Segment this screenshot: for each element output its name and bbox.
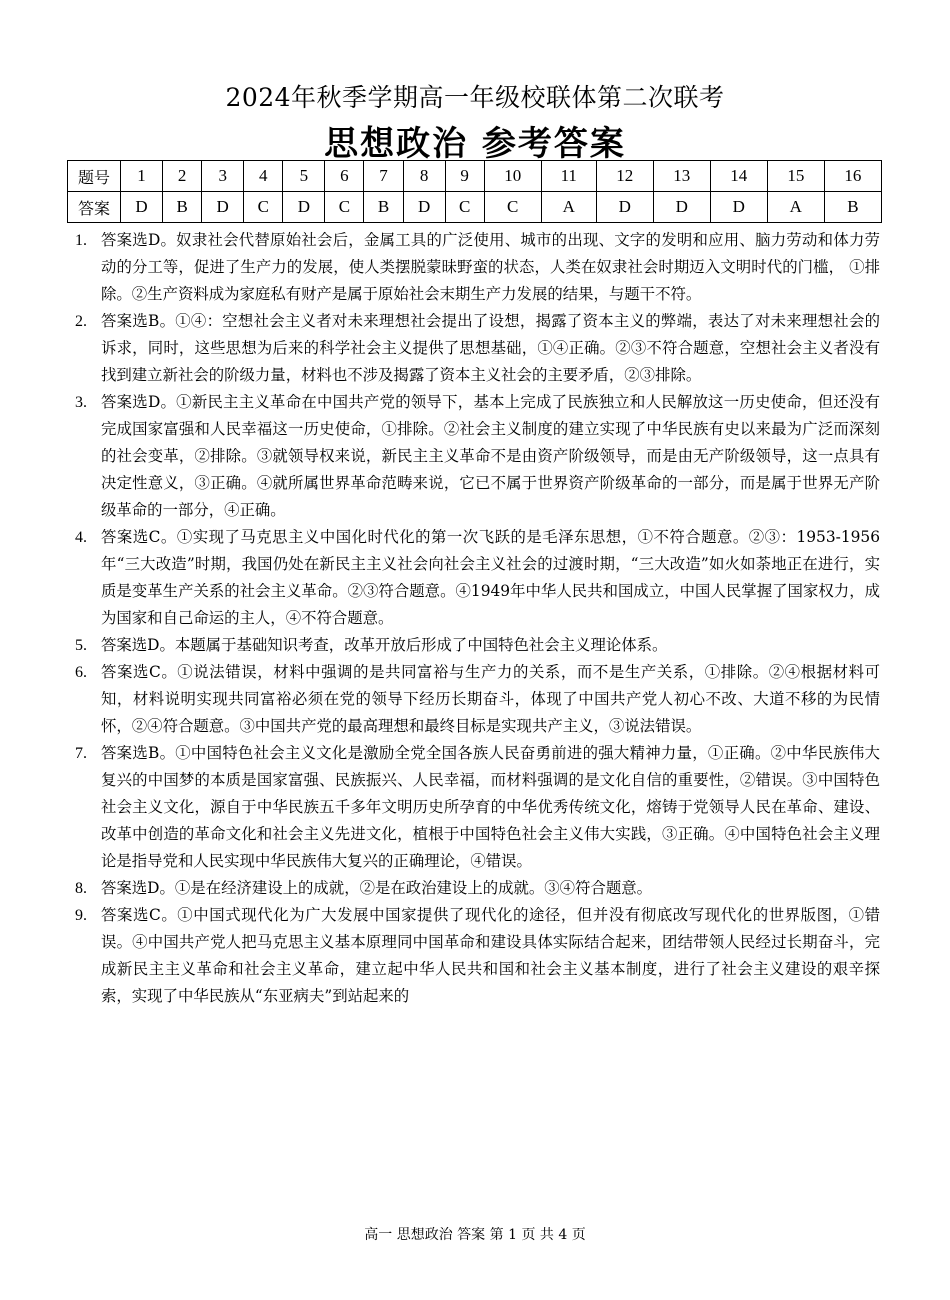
item-number: 4. [75, 529, 87, 546]
item-number: 7. [75, 745, 87, 762]
answer-cell: C [445, 192, 484, 223]
item-text: 答案选D。奴隶社会代替原始社会后，金属工具的广泛使用、城市的出现、文字的发明和应用、脑力劳动和体力劳动的分工等，促进了生产力的发展，使人类摆脱蒙昧野蛮的状态，人类在奴隶社会时期迈入文明时代的门槛， ①排除。②生产资料成为家庭私有财产是属于原始社会末期生产力发展的结果，与题干不符。 [101, 231, 880, 303]
question-number: 2 [163, 161, 202, 192]
item-text: 答案选D。本题属于基础知识考查，改革开放后形成了中国特色社会主义理论体系。 [101, 636, 668, 654]
question-number: 9 [445, 161, 484, 192]
explanation-item [75, 308, 880, 389]
page-title: 思想政治 参考答案 [324, 124, 626, 164]
question-number-row [68, 161, 882, 192]
question-number: 14 [710, 161, 767, 192]
answer-cell: C [244, 192, 283, 223]
question-number: 11 [541, 161, 596, 192]
explanation-item [75, 632, 880, 659]
answer-cell: C [484, 192, 541, 223]
answer-cell: C [325, 192, 364, 223]
answer-cell: B [364, 192, 403, 223]
exam-title: 2024年秋季学期高一年级校联体第二次联考 [225, 83, 725, 112]
question-number: 10 [484, 161, 541, 192]
explanation-item [75, 227, 880, 308]
question-number: 3 [202, 161, 244, 192]
item-number: 9. [75, 907, 87, 924]
answer-cell: D [121, 192, 163, 223]
answer-cell: D [710, 192, 767, 223]
item-text: 答案选B。①④：空想社会主义者对未来理想社会提出了设想，揭露了资本主义的弊端，表达了对未来理想社会的诉求，同时，这些思想为后来的科学社会主义提供了思想基础，①④正确。②③不符合题意，空想社会主义者没有找到建立新社会的阶级力量，材料也不涉及揭露了资本主义社会的主要矛盾，②③排除。 [101, 312, 880, 384]
item-text: 答案选D。①是在经济建设上的成就，②是在政治建设上的成就。③④符合题意。 [101, 879, 653, 897]
question-number: 7 [364, 161, 403, 192]
item-text: 答案选B。①中国特色社会主义文化是激励全党全国各族人民奋勇前进的强大精神力量，①正确。②中华民族伟大复兴的中国梦的本质是国家富强、民族振兴、人民幸福，而材料强调的是文化自信的重要性，②错误。③中国特色社会主义文化，源自于中华民族五千多年文明历史所孕育的中华优秀传统文化，熔铸于党领导人民在革命、建设、改革中创造的革命文化和社会主义先进文化，植根于中国特色社会主义伟大实践，③正确。④中国特色社会主义理论是指导党和人民实现中华民族伟大复兴的正确理论，④错误。 [101, 744, 880, 870]
answer-cell: A [767, 192, 824, 223]
explanation-item [75, 389, 880, 524]
question-number: 16 [824, 161, 881, 192]
item-text: 答案选C。①说法错误，材料中强调的是共同富裕与生产力的关系，而不是生产关系，①排除。②④根据材料可知，材料说明实现共同富裕必须在党的领导下经历长期奋斗，体现了中国共产党人初心不改、大道不移的为民情怀，②④符合题意。③中国共产党的最高理想和最终目标是实现共产主义，③说法错误。 [101, 663, 880, 735]
answer-cell: B [824, 192, 881, 223]
answer-cell: D [283, 192, 325, 223]
page-footer: 高一 思想政治 答案 第 1 页 共 4 页 [364, 1227, 586, 1243]
question-number: 8 [403, 161, 445, 192]
answer-cell: D [202, 192, 244, 223]
item-number: 2. [75, 313, 87, 330]
question-number: 5 [283, 161, 325, 192]
item-text: 答案选C。①实现了马克思主义中国化时代化的第一次飞跃的是毛泽东思想，①不符合题意。②③：1953-1956年“三大改造”时期，我国仍处在新民主主义社会向社会主义社会的过渡时期，“三大改造”如火如荼地正在进行，实质是变革生产关系的社会主义革命。②③符合题意。④1949年中华人民共和国成立，中国人民掌握了国家权力，成为国家和自己命运的主人，④不符合题意。 [101, 528, 880, 627]
item-text: 答案选C。①中国式现代化为广大发展中国家提供了现代化的途径，但并没有彻底改写现代化的世界版图，①错误。④中国共产党人把马克思主义基本原理同中国革命和建设具体实际结合起来，团结带领人民经过长期奋斗，完成新民主主义革命和社会主义革命，建立起中华人民共和国和社会主义基本制度，进行了社会主义建设的艰辛探索，实现了中华民族从“东亚病夫”到站起来的 [101, 906, 880, 1005]
answer-cell: D [403, 192, 445, 223]
answer-cell: B [163, 192, 202, 223]
explanation-item [75, 902, 880, 1010]
explanation-item [75, 740, 880, 875]
item-number: 8. [75, 880, 87, 897]
item-number: 6. [75, 664, 87, 681]
explanation-item [75, 659, 880, 740]
item-number: 5. [75, 637, 87, 654]
question-number: 13 [653, 161, 710, 192]
item-number: 1. [75, 232, 87, 249]
question-number: 1 [121, 161, 163, 192]
item-text: 答案选D。①新民主主义革命在中国共产党的领导下，基本上完成了民族独立和人民解放这一历史使命，但还没有完成国家富强和人民幸福这一历史使命，①排除。②社会主义制度的建立实现了中华民族有史以来最为广泛而深刻的社会变革，②排除。③就领导权来说，新民主主义革命不是由资产阶级领导，而是由无产阶级领导，这一点具有决定性意义，③正确。④就所属世界革命范畴来说，它已不属于世界资产阶级革命的一部分，而是属于世界无产阶级革命的一部分，④正确。 [101, 393, 880, 519]
answer-cell: A [541, 192, 596, 223]
answer-row [68, 192, 882, 223]
question-number: 15 [767, 161, 824, 192]
answer-table [67, 160, 882, 223]
question-number: 12 [596, 161, 653, 192]
explanation-item [75, 875, 880, 902]
question-number: 6 [325, 161, 364, 192]
item-number: 3. [75, 394, 87, 411]
answer-cell: D [653, 192, 710, 223]
row-label-question: 题号 [68, 161, 121, 192]
answer-cell: D [596, 192, 653, 223]
explanations [75, 227, 880, 1010]
question-number: 4 [244, 161, 283, 192]
row-label-answer: 答案 [68, 192, 121, 223]
explanation-item [75, 524, 880, 632]
